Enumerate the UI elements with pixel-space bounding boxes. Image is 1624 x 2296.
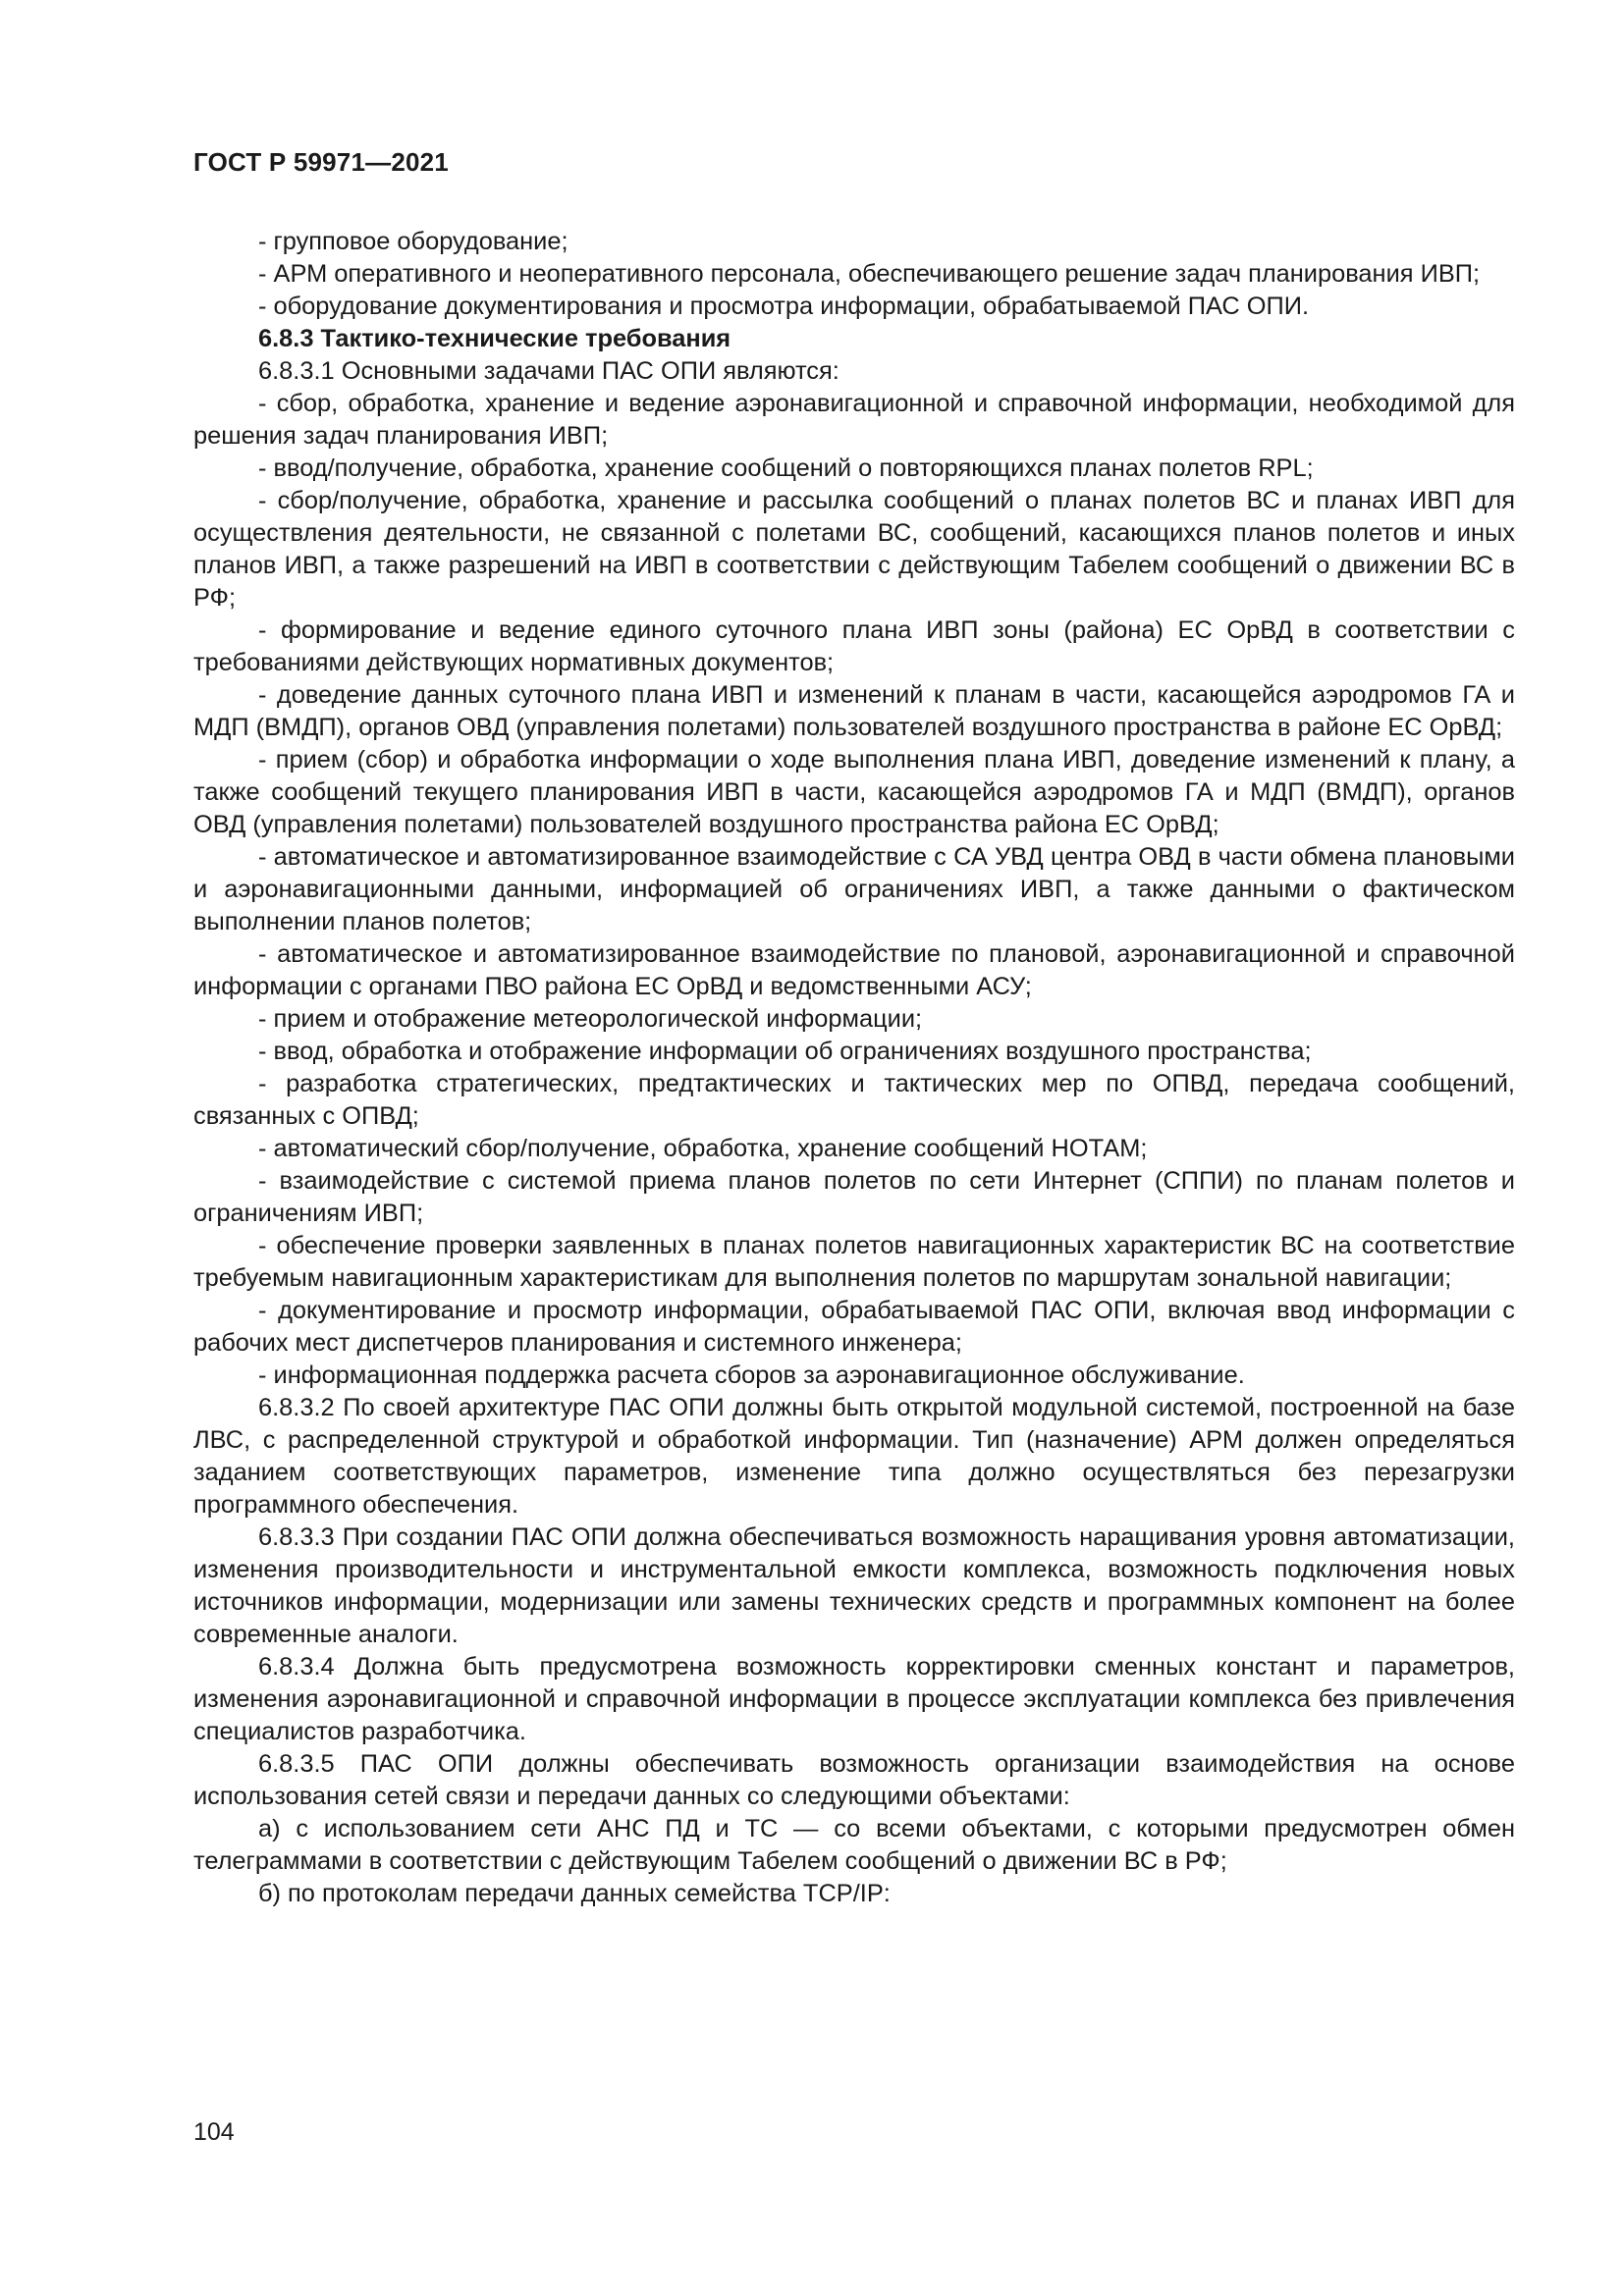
paragraph: - АРМ оперативного и неоперативного персонала, обеспечивающего решение задач планирования ИВП;	[258, 260, 1481, 288]
paragraph: а) с использованием сети АНС ПД и ТС — со всеми объектами, с которыми предусмотрен обмен телеграммами в соответствии с действующим Табелем сообщений о движении ВС в РФ;	[193, 1815, 1515, 1875]
paragraph: 6.8.3.4 Должна быть предусмотрена возможность корректировки сменных констант и параметров, изменения аэронавигационной и справочной информации в процессе эксплуатации комплекса без привлечения специалистов разработчика.	[193, 1653, 1515, 1745]
page-number: 104	[193, 2118, 235, 2146]
paragraph: - ввод, обработка и отображение информации об ограничениях воздушного пространства;	[258, 1038, 1312, 1065]
section-heading: 6.8.3 Тактико-технические требования	[258, 325, 731, 352]
paragraph: 6.8.3.1 Основными задачами ПАС ОПИ являются:	[258, 357, 839, 385]
paragraph: - сбор, обработка, хранение и ведение аэронавигационной и справочной информации, необходимой для решения задач планирования ИВП;	[193, 390, 1515, 450]
document-body	[193, 226, 1515, 1910]
paragraph: 6.8.3.2 По своей архитектуре ПАС ОПИ должны быть открытой модульной системой, построенной на базе ЛВС, с распределенной структурой и обработкой информации. Тип (назначение) АРМ должен определяться заданием соответствующих параметров, изменение типа должно осуществляться без перезагрузки программного обеспечения.	[193, 1394, 1515, 1519]
paragraph: - документирование и просмотр информации, обрабатываемой ПАС ОПИ, включая ввод информации с рабочих мест диспетчеров планирования и системного инженера;	[193, 1297, 1515, 1357]
paragraph: - ввод/получение, обработка, хранение сообщений о повторяющихся планах полетов RPL;	[258, 454, 1314, 482]
paragraph: - разработка стратегических, предтактических и тактических мер по ОПВД, передача сообщений, связанных с ОПВД;	[193, 1070, 1515, 1130]
paragraph: - автоматическое и автоматизированное взаимодействие по плановой, аэронавигационной и справочной информации с органами ПВО района ЕС ОрВД и ведомственными АСУ;	[193, 940, 1515, 1000]
document-header: ГОСТ Р 59971—2021	[193, 147, 449, 177]
paragraph: - обеспечение проверки заявленных в планах полетов навигационных характеристик ВС на соответствие требуемым навигационным характеристикам для выполнения полетов по маршрутам зональной навигации;	[193, 1232, 1515, 1292]
paragraph: - формирование и ведение единого суточного плана ИВП зоны (района) ЕС ОрВД в соответствии с требованиями действующих нормативных документов;	[193, 616, 1515, 676]
paragraph: - автоматическое и автоматизированное взаимодействие с СА УВД центра ОВД в части обмена плановыми и аэронавигационными данными, информацией об ограничениях ИВП, а также данными о фактическом выполнении планов полетов;	[193, 843, 1515, 935]
paragraph: 6.8.3.3 При создании ПАС ОПИ должна обеспечиваться возможность наращивания уровня автоматизации, изменения производительности и инструментальной емкости комплекса, возможность подключения новых источников информации, модернизации или замены технических средств и программных компонент на более современные аналоги.	[193, 1523, 1515, 1648]
paragraph: - автоматический сбор/получение, обработка, хранение сообщений НОТАМ;	[258, 1135, 1148, 1162]
paragraph: - прием (сбор) и обработка информации о ходе выполнения плана ИВП, доведение изменений к плану, а также сообщений текущего планирования ИВП в части, касающейся аэродромов ГА и МДП (ВМДП), органов ОВД (управления полетами) пользователей воздушного пространства района ЕС ОрВД;	[193, 746, 1515, 838]
paragraph: - групповое оборудование;	[258, 228, 568, 255]
paragraph: - взаимодействие с системой приема планов полетов по сети Интернет (СППИ) по планам полетов и ограничениям ИВП;	[193, 1167, 1515, 1227]
paragraph: - информационная поддержка расчета сборов за аэронавигационное обслуживание.	[258, 1362, 1245, 1389]
paragraph: - оборудование документирования и просмотра информации, обрабатываемой ПАС ОПИ.	[258, 293, 1310, 320]
paragraph: б) по протоколам передачи данных семейства TCP/IP:	[258, 1880, 891, 1907]
paragraph: - сбор/получение, обработка, хранение и рассылка сообщений о планах полетов ВС и планах ИВП для осуществления деятельности, не связанной с полетами ВС, сообщений, касающихся планов полетов и иных планов ИВП, а также разрешений на ИВП в соответствии с действующим Табелем сообщений о движении ВС в РФ;	[193, 487, 1515, 612]
paragraph: 6.8.3.5 ПАС ОПИ должны обеспечивать возможность организации взаимодействия на основе использования сетей связи и передачи данных со следующими объектами:	[193, 1750, 1515, 1810]
paragraph: - прием и отображение метеорологической информации;	[258, 1005, 923, 1033]
paragraph: - доведение данных суточного плана ИВП и изменений к планам в части, касающейся аэродромов ГА и МДП (ВМДП), органов ОВД (управления полетами) пользователей воздушного пространства в районе ЕС ОрВД;	[193, 681, 1515, 741]
